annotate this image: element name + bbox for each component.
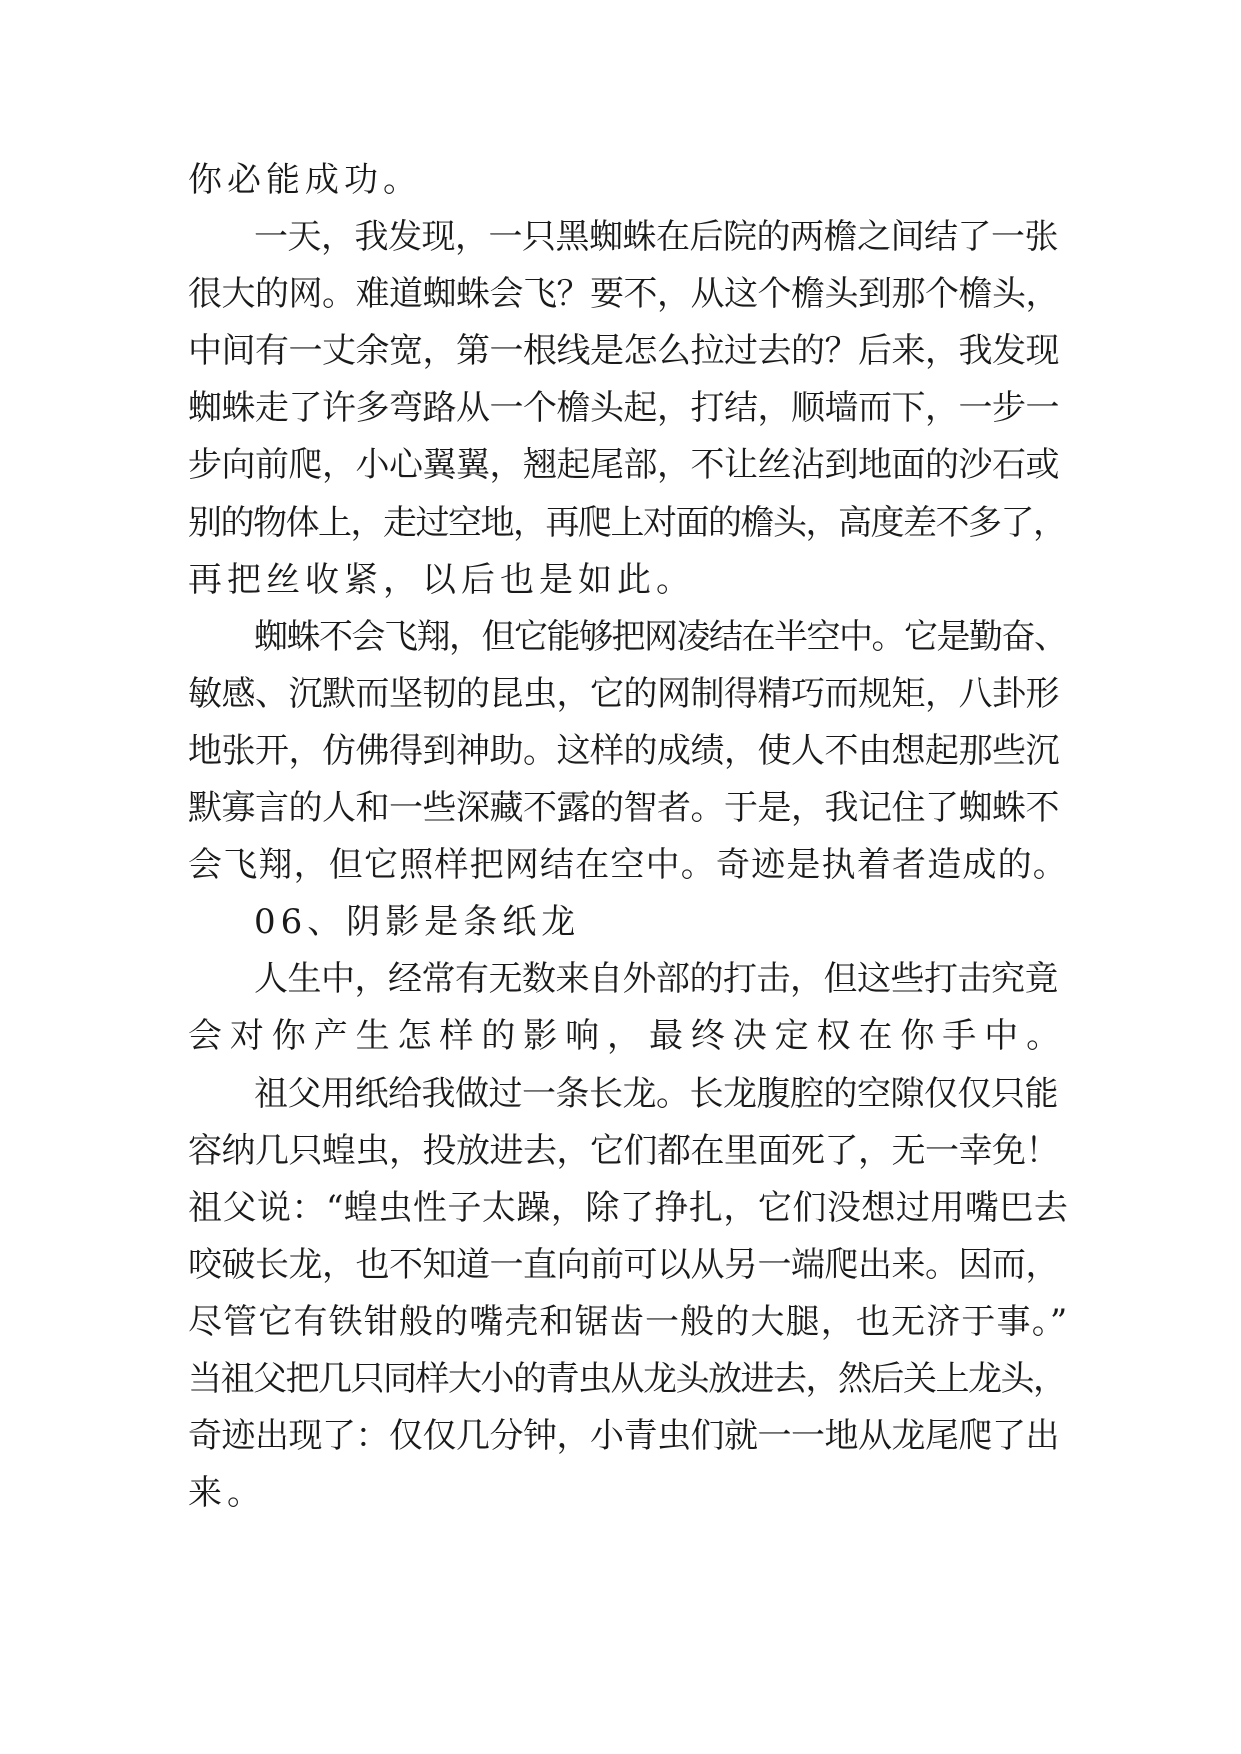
text-line: 人生中，经常有无数来自外部的打击，但这些打击究竟 [254,959,1058,1000]
text-line: 会对你产生怎样的影响，最终决定权在你手中。 [188,1016,1068,1057]
text-line: 来。 [188,1473,266,1514]
paragraph-3 [188,609,1068,894]
text-line: 一天，我发现，一只黑蜘蛛在后院的两檐之间结了一张 [254,217,1058,258]
text-line: 尽管它有铁钳般的嘴壳和锯齿一般的大腿，也无济于事。” [188,1301,1069,1342]
text-line: 奇迹出现了：仅仅几分钟，小青虫们就一一地从龙尾爬了出 [188,1416,1059,1457]
text-line: 蜘蛛走了许多弯路从一个檐头起，打结，顺墙而下，一步一 [188,388,1059,429]
paragraph-2 [188,209,1068,609]
text-line: 很大的网。难道蜘蛛会飞？要不，从这个檐头到那个檐头， [188,274,1059,315]
text-line: 容纳几只蝗虫，投放进去，它们都在里面死了，无一幸免！ [188,1130,1059,1171]
paragraph-4 [188,951,1068,1065]
text-line: 咬破长龙，也不知道一直向前可以从另一端爬出来。因而， [188,1244,1059,1285]
text-line: 祖父说：“蝗虫性子太躁，除了挣扎，它们没想过用嘴巴去 [188,1187,1069,1228]
text-line: 中间有一丈余宽，第一根线是怎么拉过去的？后来，我发现 [188,331,1059,372]
text-line: 你必能成功。 [188,160,422,200]
paragraph-5 [188,1066,1068,1523]
text-line: 蜘蛛不会飞翔，但它能够把网凌结在半空中。它是勤奋、 [254,616,1067,657]
paragraph-1 [188,152,1068,209]
text-line: 默寡言的人和一些深藏不露的智者。于是，我记住了蜘蛛不 [188,788,1059,829]
text-line: 地张开，仿佛得到神助。这样的成绩，使人不由想起那些沉 [188,730,1059,771]
text-line: 会飞翔，但它照样把网结在空中。奇迹是执着者造成的。 [188,845,1068,886]
text-line: 祖父用纸给我做过一条长龙。长龙腹腔的空隙仅仅只能 [254,1073,1058,1114]
text-line: 步向前爬，小心翼翼，翘起尾部，不让丝沾到地面的沙石或 [188,445,1059,486]
text-line: 敏感、沉默而坚韧的昆虫，它的网制得精巧而规矩，八卦形 [188,673,1059,714]
heading-line: 06、阴影是条纸龙 [254,902,581,943]
body-text [188,152,1068,1522]
section-heading [188,894,1068,951]
text-line: 当祖父把几只同样大小的青虫从龙头放进去，然后关上龙头， [188,1358,1066,1399]
text-line: 再把丝收紧，以后也是如此。 [188,559,695,600]
text-line: 别的物体上，走过空地，再爬上对面的檐头，高度差不多了， [188,502,1066,543]
